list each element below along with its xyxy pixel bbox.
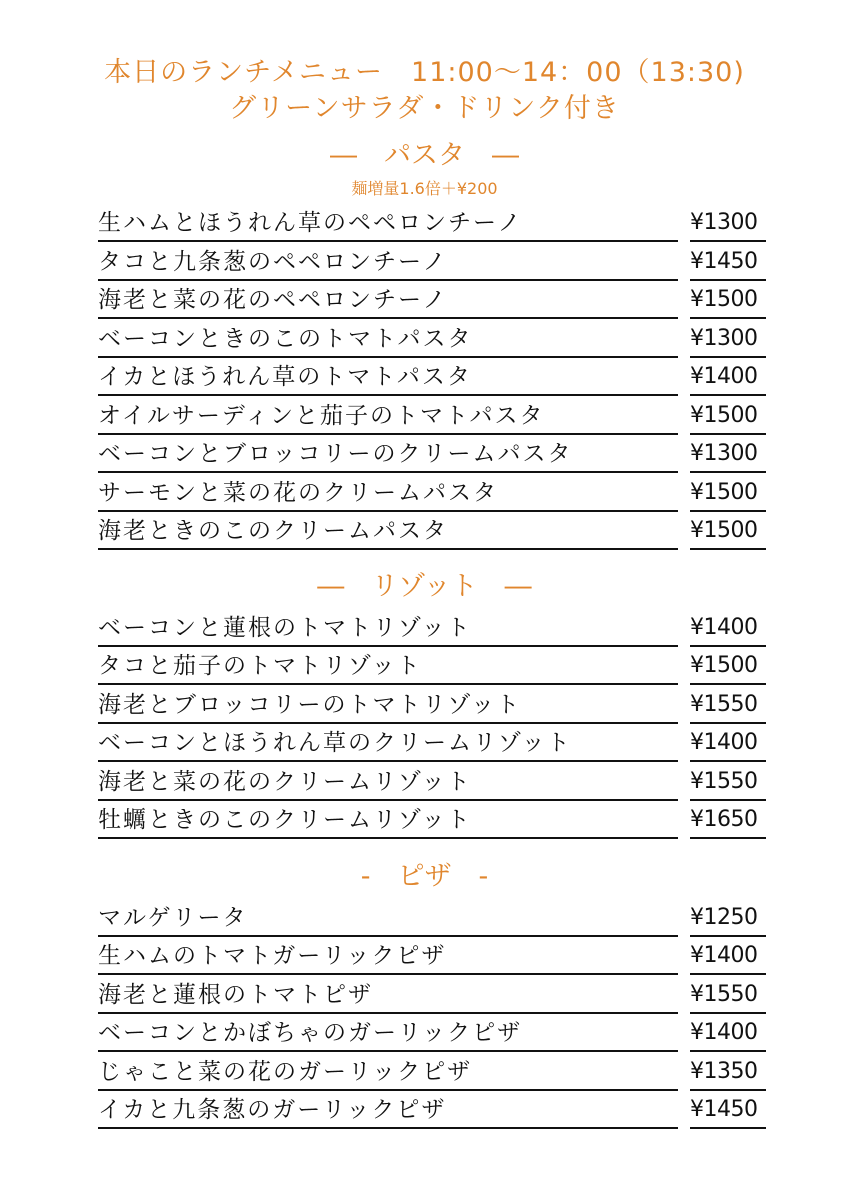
menu-item-name: 生ハムとほうれん草のペペロンチーノ bbox=[98, 208, 678, 242]
menu-item-price: ¥1500 bbox=[690, 516, 766, 550]
menu-item-name: ベーコンとかぼちゃのガーリックピザ bbox=[98, 1018, 678, 1052]
menu-item-price: ¥1400 bbox=[690, 362, 766, 396]
section-heading-risotto: ― リゾット ― bbox=[317, 571, 532, 602]
section-heading-pizza: - ピザ - bbox=[360, 861, 489, 892]
menu-item-price: ¥1300 bbox=[690, 208, 766, 242]
menu-item-price: ¥1400 bbox=[690, 728, 766, 762]
menu-item-name: 海老と蓮根のトマトピザ bbox=[98, 980, 678, 1014]
menu-item-name: 生ハムのトマトガーリックピザ bbox=[98, 941, 678, 975]
menu-item-name: タコと茄子のトマトリゾット bbox=[98, 651, 678, 685]
menu-item-name: ベーコンときのこのトマトパスタ bbox=[98, 324, 678, 358]
menu-item-price: ¥1400 bbox=[690, 613, 766, 647]
menu-item-name: イカと九条葱のガーリックピザ bbox=[98, 1095, 678, 1129]
menu-item-name: じゃこと菜の花のガーリックピザ bbox=[98, 1057, 678, 1091]
menu-item-price: ¥1300 bbox=[690, 439, 766, 473]
menu-item-price: ¥1450 bbox=[690, 247, 766, 281]
menu-item-price: ¥1350 bbox=[690, 1057, 766, 1091]
menu-item-price: ¥1400 bbox=[690, 941, 766, 975]
menu-item-name: ベーコンとほうれん草のクリームリゾット bbox=[98, 728, 678, 762]
menu-item-name: イカとほうれん草のトマトパスタ bbox=[98, 362, 678, 396]
menu-item-price: ¥1300 bbox=[690, 324, 766, 358]
pasta-note: 麺増量1.6倍＋¥200 bbox=[351, 179, 498, 198]
menu-item-price: ¥1400 bbox=[690, 1018, 766, 1052]
menu-item-name: タコと九条葱のペペロンチーノ bbox=[98, 247, 678, 281]
menu-item-price: ¥1500 bbox=[690, 478, 766, 512]
menu-item-price: ¥1500 bbox=[690, 401, 766, 435]
menu-item-price: ¥1500 bbox=[690, 285, 766, 319]
menu-item-price: ¥1500 bbox=[690, 651, 766, 685]
menu-item-name: サーモンと菜の花のクリームパスタ bbox=[98, 478, 678, 512]
menu-subtitle: グリーンサラダ・ドリンク付き bbox=[229, 93, 620, 124]
menu-item-name: ベーコンと蓮根のトマトリゾット bbox=[98, 613, 678, 647]
menu-item-price: ¥1550 bbox=[690, 690, 766, 724]
menu-item-price: ¥1650 bbox=[690, 805, 766, 839]
menu-item-name: 海老と菜の花のペペロンチーノ bbox=[98, 285, 678, 319]
menu-item-name: マルゲリータ bbox=[98, 903, 678, 937]
menu-item-name: オイルサーディンと茄子のトマトパスタ bbox=[98, 401, 678, 435]
menu-item-name: 海老と菜の花のクリームリゾット bbox=[98, 767, 678, 801]
menu-item-name: 牡蠣ときのこのクリームリゾット bbox=[98, 805, 678, 839]
menu-item-name: ベーコンとブロッコリーのクリームパスタ bbox=[98, 439, 678, 473]
menu-title: 本日のランチメニュー 11:00～14：00（13:30) bbox=[104, 57, 745, 88]
menu-item-price: ¥1250 bbox=[690, 903, 766, 937]
menu-item-price: ¥1450 bbox=[690, 1095, 766, 1129]
menu-item-name: 海老とブロッコリーのトマトリゾット bbox=[98, 690, 678, 724]
menu-item-price: ¥1550 bbox=[690, 980, 766, 1014]
menu-item-price: ¥1550 bbox=[690, 767, 766, 801]
section-heading-pasta: ― パスタ ― bbox=[330, 140, 519, 171]
menu-item-name: 海老ときのこのクリームパスタ bbox=[98, 516, 678, 550]
